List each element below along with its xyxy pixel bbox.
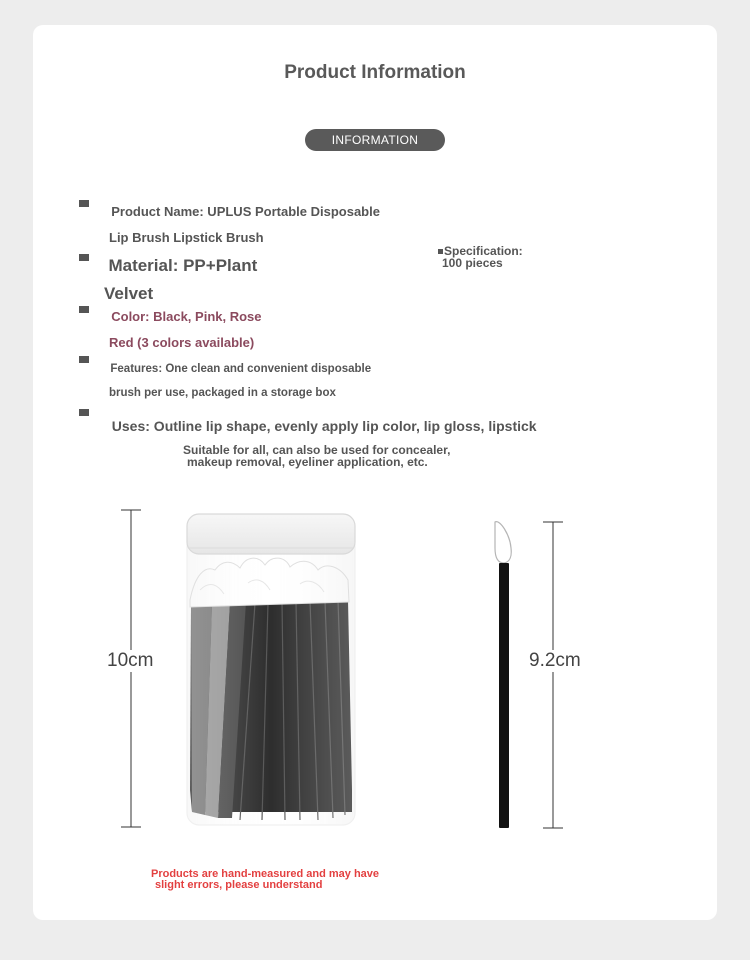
single-lip-brush: [495, 522, 511, 828]
material-line2: Velvet: [104, 284, 154, 303]
brush-length-dimension: [543, 522, 563, 828]
uses-text: Uses: Outline lip shape, evenly apply lip color, lip gloss, lipstick: [111, 418, 537, 434]
measurement-disclaimer: [151, 869, 379, 891]
features-line1: Features: One clean and convenient disposable: [110, 363, 372, 375]
disclaimer-line2: slight errors, please understand: [155, 879, 323, 891]
product-name-line1: Product Name: UPLUS Portable Disposable: [111, 204, 380, 219]
material-line1: Material: PP+Plant: [108, 256, 258, 275]
color-line1: Color: Black, Pink, Rose: [111, 309, 262, 324]
brush-jar: [187, 514, 355, 825]
jar-height-label: 10cm: [107, 650, 154, 671]
suitable-line2: makeup removal, eyeliner application, etc.: [187, 455, 428, 469]
spec-line2: 100 pieces: [442, 256, 503, 270]
suitable-line1: Suitable for all, can also be used for concealer,: [183, 443, 451, 457]
brush-length-label: 9.2cm: [529, 650, 581, 671]
spec-line1: Specification:: [444, 244, 523, 258]
features-line2: brush per use, packaged in a storage box: [109, 387, 336, 399]
disclaimer-line1: Products are hand-measured and may have: [151, 868, 380, 880]
product-name-line2: Lip Brush Lipstick Brush: [109, 230, 264, 245]
color-line2: Red (3 colors available): [109, 335, 255, 350]
page-title: Product Information: [284, 62, 466, 83]
information-badge: INFORMATION: [305, 129, 445, 151]
